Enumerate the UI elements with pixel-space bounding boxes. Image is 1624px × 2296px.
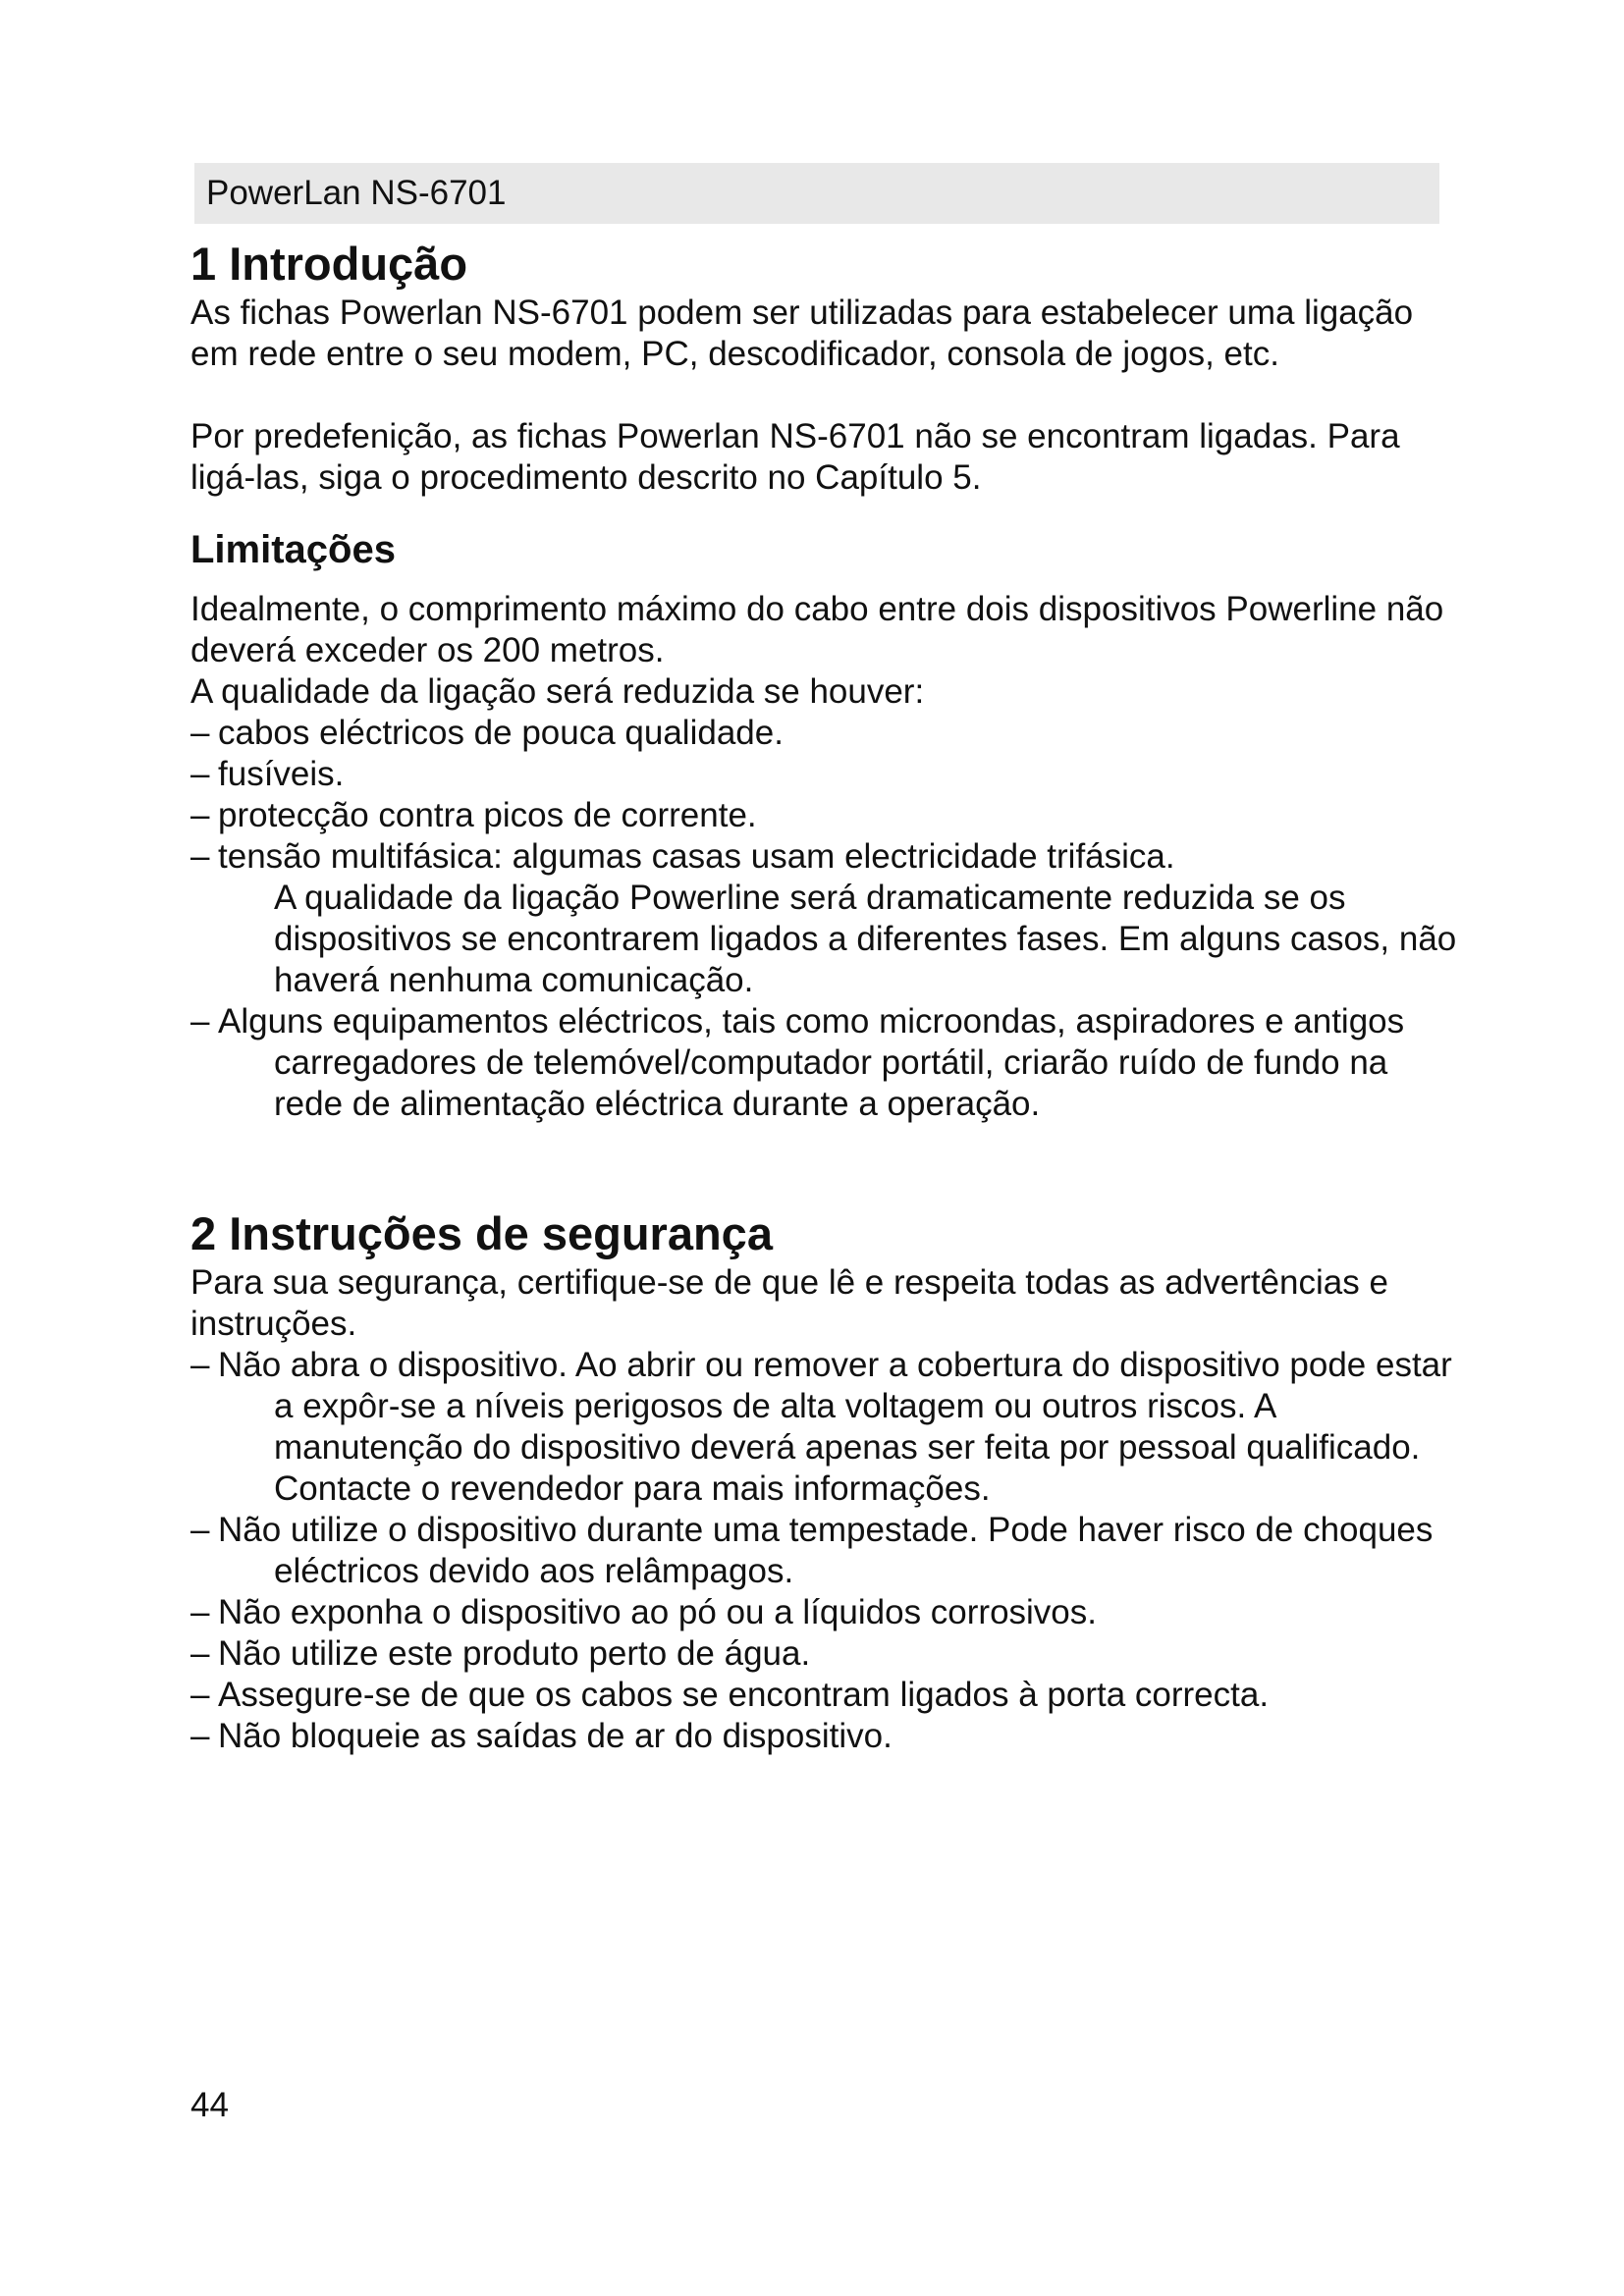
header-title: PowerLan NS-6701 [206,174,507,212]
dash-bullet: – [190,837,210,876]
list-item: – Não utilize este produto perto de água. [190,1634,811,1673]
dash-bullet: – [190,1511,210,1549]
list-item: – Não bloqueie as saídas de ar do dispositivo. [190,1717,893,1755]
multiphase-note: A qualidade da ligação Powerline será dramaticamente reduzida se os dispositivos se encontrarem ligados a diferentes fases. Em alguns casos, não haverá nenhuma comunicação. [274,879,1457,999]
list-item: – Alguns equipamentos eléctricos, tais como microondas, aspiradores e antigos carregadores de telemóvel/computador portátil, criarão ruído de fundo na rede de alimentação eléctrica durante a operação. [190,1002,1405,1123]
list-item: – cabos eléctricos de pouca qualidade. [190,714,784,752]
limitations-heading: Limitações [190,528,396,571]
list-item: – Assegure-se de que os cabos se encontram ligados à porta correcta. [190,1676,1270,1714]
page-content [190,236,1457,1757]
list-item: – Não utilize o dispositivo durante uma tempestade. Pode haver risco de choques eléctricos devido aos relâmpagos. [190,1511,1434,1590]
running-header [194,163,1439,224]
dash-bullet: – [190,1676,210,1714]
list-item: – Não exponha o dispositivo ao pó ou a líquidos corrosivos. [190,1593,1097,1631]
page-number: 44 [190,2086,229,2124]
limitations-paragraph-1: Idealmente, o comprimento máximo do cabo entre dois dispositivos Powerline não deverá exceder os 200 metros. [190,590,1444,669]
section-1-heading: 1 Introdução [190,238,468,290]
dash-bullet: – [190,1002,210,1041]
dash-bullet: – [190,714,210,752]
dash-bullet: – [190,755,210,793]
safety-list [190,1345,1457,1757]
safety-intro-paragraph: Para sua segurança, certifique-se de que lê e respeita todas as advertências e instruções. [190,1263,1388,1343]
limitations-paragraph-2: A qualidade da ligação será reduzida se houver: [190,672,925,711]
intro-paragraph-2: Por predefenição, as fichas Powerlan NS-6701 não se encontram ligadas. Para ligá-las, siga o procedimento descrito no Capítulo 5. [190,417,1400,497]
dash-bullet: – [190,1634,210,1673]
dash-bullet: – [190,1717,210,1755]
dash-bullet: – [190,796,210,834]
intro-paragraph-1: As fichas Powerlan NS-6701 podem ser utilizadas para estabelecer uma ligação em rede entre o seu modem, PC, descodificador, consola de jogos, etc. [190,294,1414,373]
dash-bullet: – [190,1593,210,1631]
limitations-list [190,713,1457,878]
dash-bullet: – [190,1346,210,1384]
list-item: – fusíveis. [190,755,345,793]
section-2-heading: 2 Instruções de segurança [190,1207,773,1259]
list-item: – Não abra o dispositivo. Ao abrir ou remover a cobertura do dispositivo pode estar a expôr-se a níveis perigosos de alta voltagem ou outros riscos. A manutenção do dispositivo deverá apenas ser feita por pessoal qualificado. Contacte o revendedor para mais informações. [190,1346,1452,1508]
limitations-list-continued [190,1001,1457,1125]
list-item: – protecção contra picos de corrente. [190,796,757,834]
list-item: – tensão multifásica: algumas casas usam electricidade trifásica. [190,837,1175,876]
